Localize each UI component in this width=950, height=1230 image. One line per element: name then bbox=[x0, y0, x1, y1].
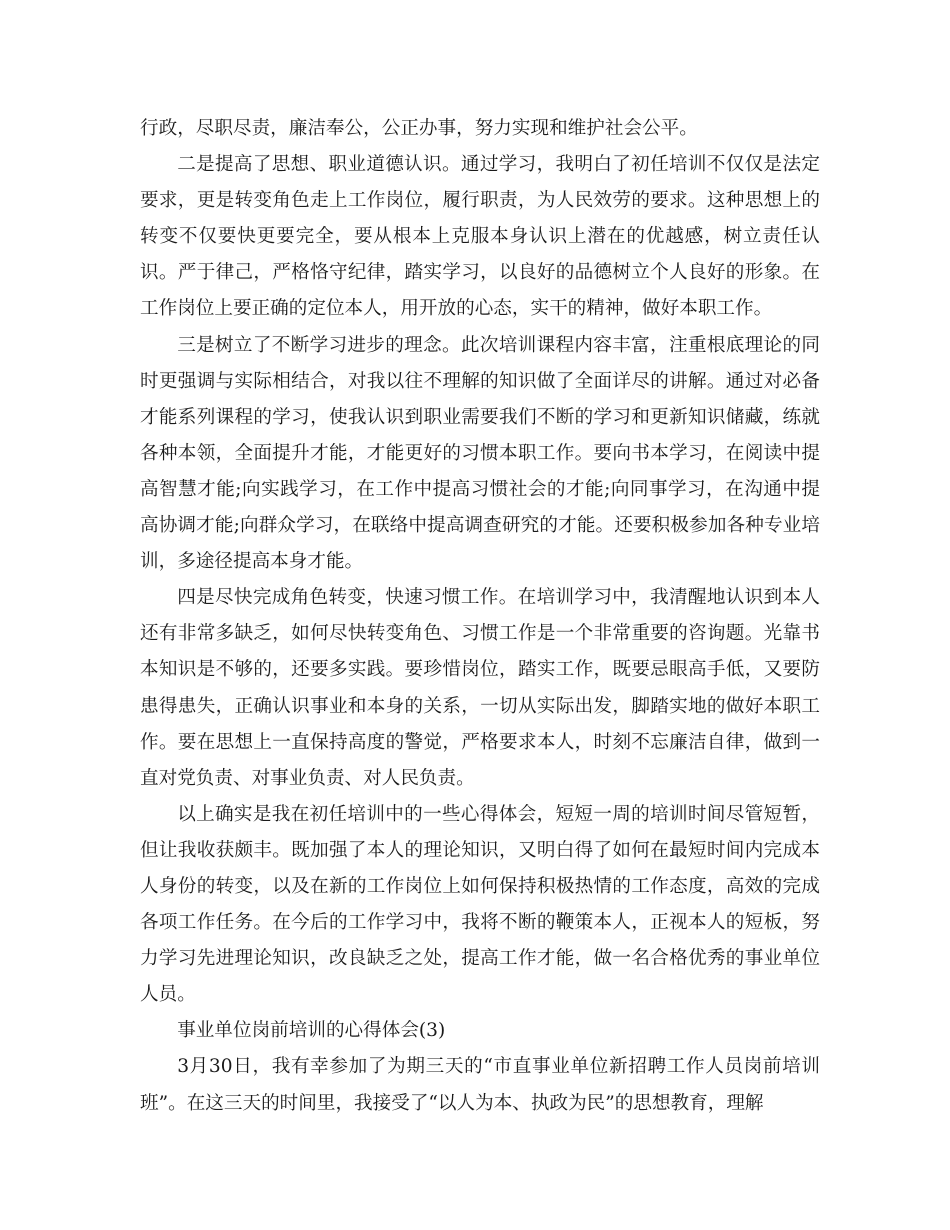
paragraph-continuation: 行政，尽职尽责，廉洁奉公，公正办事，努力实现和维护社会公平。 bbox=[140, 118, 698, 139]
section-heading: 事业单位岗前培训的心得体会(3) bbox=[177, 1020, 446, 1042]
paragraph-summary: 以上确实是我在初任培训中的一些心得体会，短短一周的培训时间尽管短暂，但让我收获颇丰。既加强了本人的理论知识，又明白得了如何在最短时间内完成本人身份的转变，以及在新的工作岗位上如何保持积极热情的工作态度，高效的完成各项工作任务。在今后的工作学习中，我将不断的鞭策本人，正视本人的短板，努力学习先进理论知识，改良缺乏之处，提高工作才能，做一名合格优秀的事业单位人员。 bbox=[140, 803, 820, 1006]
paragraph-learning: 三是树立了不断学习进步的理念。此次培训课程内容丰富，注重根底理论的同时更强调与实际相结合，对我以往不理解的知识做了全面详尽的讲解。通过对必备才能系列课程的学习，使我认识到职业需要我们不断的学习和更新知识储藏，练就各种本领，全面提升才能，才能更好的习惯本职工作。要向书本学习，在阅读中提高智慧才能;向实践学习，在工作中提高习惯社会的才能;向同事学习，在沟通中提高协调才能;向群众学习，在联络中提高调查研究的才能。还要积极参加各种专业培训，多途径提高本身才能。 bbox=[140, 334, 820, 573]
paragraph-training-intro: 3月30日，我有幸参加了为期三天的“市直事业单位新招聘工作人员岗前培训班”。在这三天的时间里，我接受了“以人为本、执政为民”的思想教育，理解 bbox=[140, 1056, 820, 1114]
paragraph-ethics: 二是提高了思想、职业道德认识。通过学习，我明白了初任培训不仅仅是法定要求，更是转变角色走上工作岗位，履行职责，为人民效劳的要求。这种思想上的转变不仅要快更要完全，要从根本上克服本身认识上潜在的优越感，树立责任认识。严于律己，严格恪守纪律，踏实学习，以良好的品德树立个人良好的形象。在工作岗位上要正确的定位本人，用开放的心态，实干的精神，做好本职工作。 bbox=[140, 154, 820, 320]
document-body bbox=[140, 111, 820, 1122]
paragraph-role-change: 四是尽快完成角色转变，快速习惯工作。在培训学习中，我清醒地认识到本人还有非常多缺乏，如何尽快转变角色、习惯工作是一个非常重要的咨询题。光靠书本知识是不够的，还要多实践。要珍惜岗位，踏实工作，既要忌眼高手低，又要防患得患失，正确认识事业和本身的关系，一切从实际出发，脚踏实地的做好本职工作。要在思想上一直保持高度的警觉，严格要求本人，时刻不忘廉洁自律，做到一直对党负责、对事业负责、对人民负责。 bbox=[140, 587, 820, 789]
